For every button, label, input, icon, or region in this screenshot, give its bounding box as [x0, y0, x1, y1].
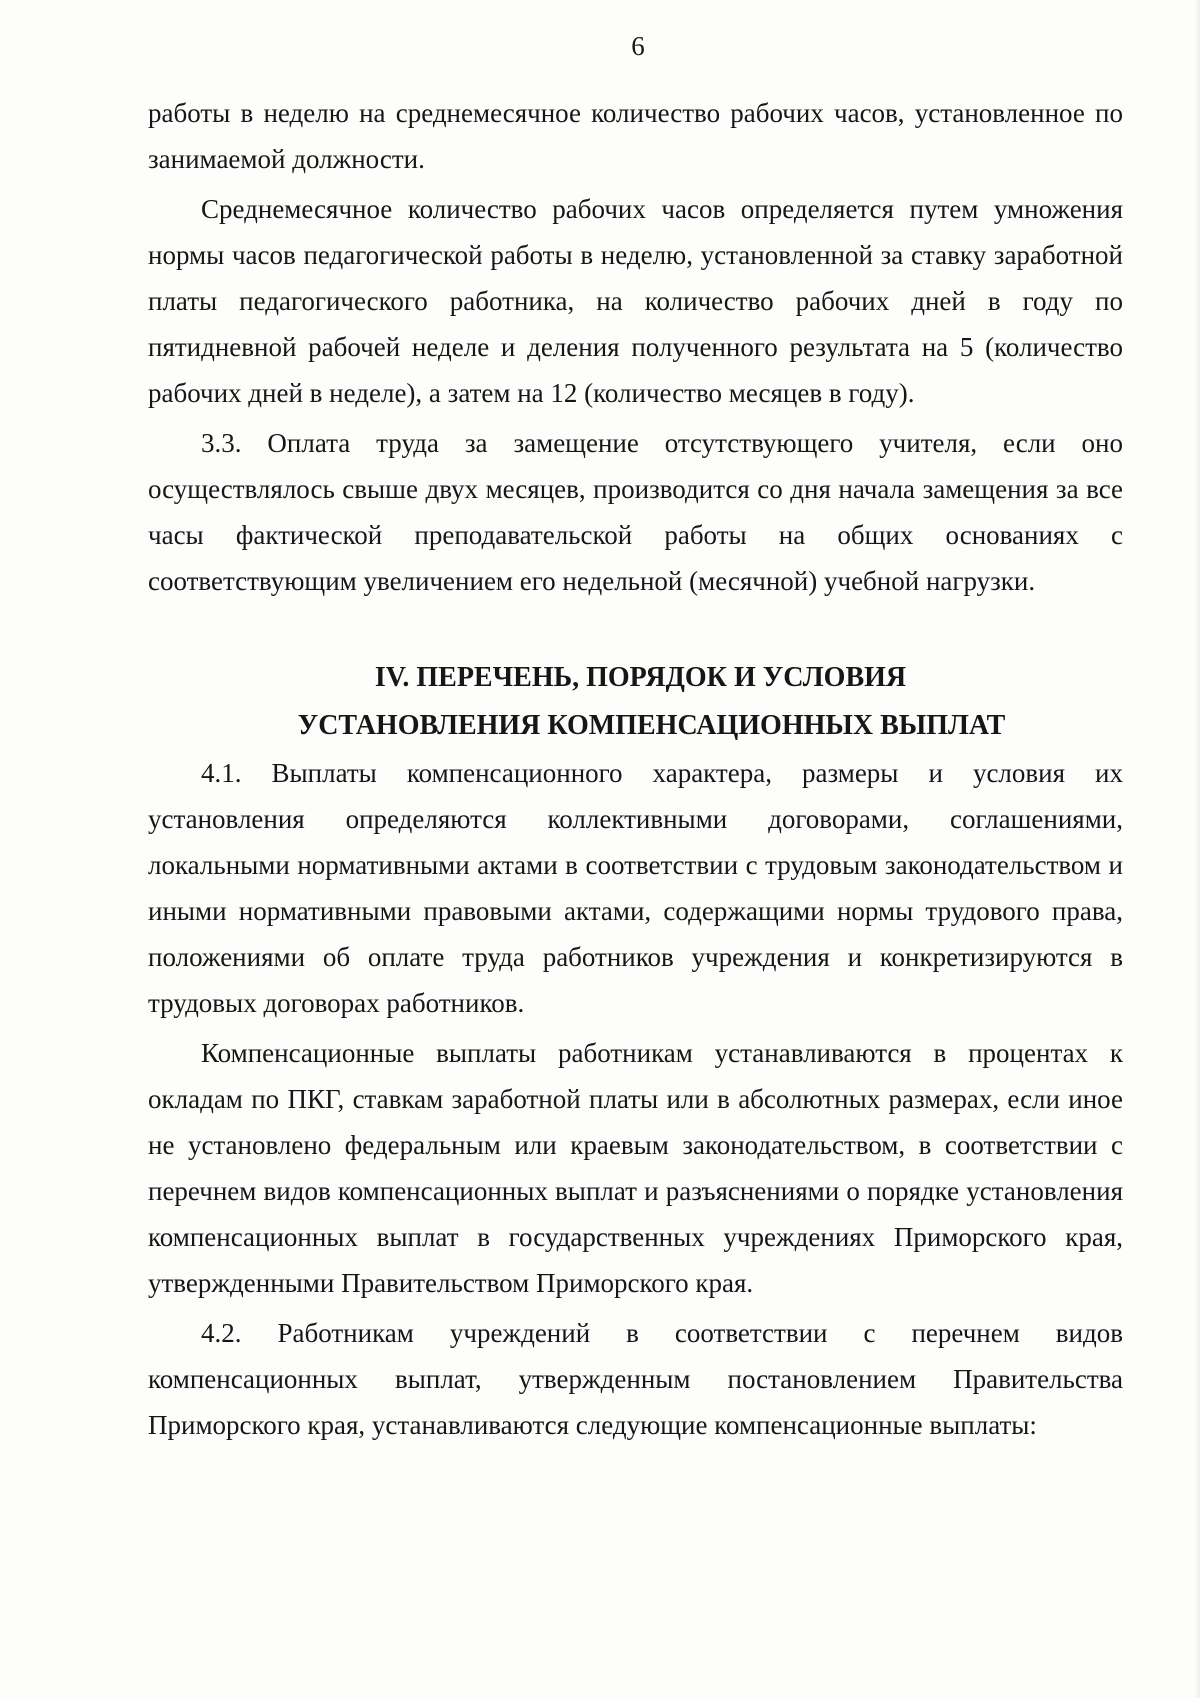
page-number: 6	[631, 31, 645, 61]
paragraph-compensation-payments: Компенсационные выплаты работникам устанавливаются в процентах к окладам по ПКГ, ставкам заработной платы или в абсолютных размерах, если иное не установлено федеральным или краевым законодательством, в соответствии с перечнем видов компенсационных выплат и разъяснениями о порядке установления компенсационных выплат в государственных учреждениях Приморского края, утвержденными Правительством Приморского края.	[148, 1038, 1123, 1298]
paragraph-continuation: работы в неделю на среднемесячное количество рабочих часов, установленное по занимаемой должности.	[148, 98, 1123, 174]
paragraph-4-2: 4.2. Работникам учреждений в соответствии с перечнем видов компенсационных выплат, утвержденным постановлением Правительства Приморского края, устанавливаются следующие компенсационные выплаты:	[148, 1318, 1123, 1440]
paragraph-3-3: 3.3. Оплата труда за замещение отсутствующего учителя, если оно осуществлялось свыше двух месяцев, производится со дня начала замещения за все часы фактической преподавательской работы на общих основаниях с соответствующим увеличением его недельной (месячной) учебной нагрузки.	[148, 428, 1123, 596]
section-title-line-2: УСТАНОВЛЕНИЯ КОМПЕНСАЦИОННЫХ ВЫПЛАТ	[297, 710, 1006, 741]
scan-edge-shadow	[1194, 0, 1200, 1698]
paragraph-average-hours: Среднемесячное количество рабочих часов определяется путем умножения нормы часов педагогической работы в неделю, установленной за ставку заработной платы педагогического работника, на количество рабочих дней в году по пятидневной рабочей неделе и деления полученного результата на 5 (количество рабочих дней в неделе), а затем на 12 (количество месяцев в году).	[148, 194, 1123, 408]
section-title-line-1: IV. ПЕРЕЧЕНЬ, ПОРЯДОК И УСЛОВИЯ	[374, 662, 907, 693]
section-heading	[148, 654, 1123, 750]
document-body	[148, 90, 1123, 1448]
paragraph-4-1: 4.1. Выплаты компенсационного характера, размеры и условия их установления определяются коллективными договорами, соглашениями, локальными нормативными актами в соответствии с трудовым законодательством и иными нормативными правовыми актами, содержащими нормы трудового права, положениями об оплате труда работников учреждения и конкретизируются в трудовых договорах работников.	[148, 758, 1123, 1018]
